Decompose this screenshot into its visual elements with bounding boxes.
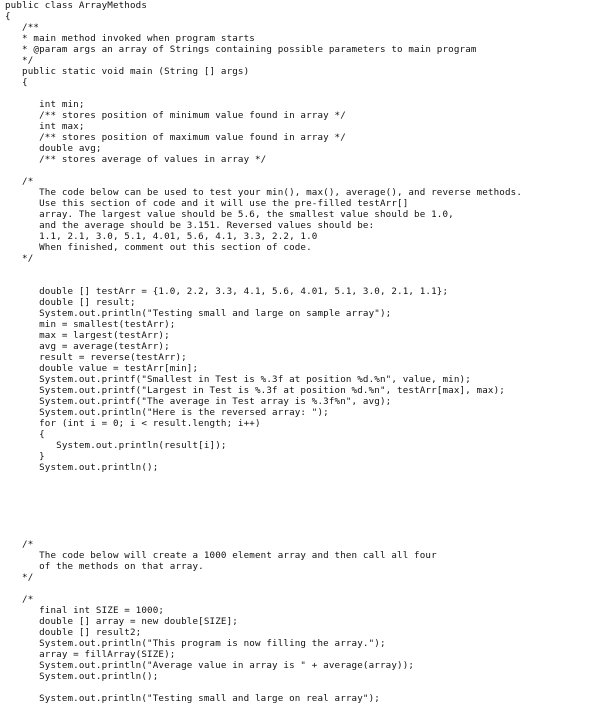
comment-line: */: [5, 253, 34, 264]
code-line: final int SIZE = 1000;: [5, 605, 165, 616]
blank-line: [5, 484, 605, 495]
code-listing: [5, 0, 605, 704]
code-line: System.out.println(result[i]);: [5, 440, 227, 451]
code-line: * @param args an array of Strings containing possible parameters to main program: [5, 44, 477, 55]
code-line: /** stores position of maximum value found in array */: [5, 132, 346, 143]
code-line: double [] testArr = {1.0, 2.2, 3.3, 4.1, 5.6, 4.01, 5.1, 3.0, 2.1, 1.1};: [5, 286, 449, 297]
code-line: result = reverse(testArr);: [5, 352, 187, 363]
comment-line: When finished, comment out this section of code.: [5, 242, 312, 253]
comment-line: 1.1, 2.1, 3.0, 5.1, 4.01, 5.6, 4.1, 3.3, 2.2, 1.0: [5, 231, 318, 242]
blank-line: [5, 88, 605, 99]
code-line: System.out.println("Average value in array is " + average(array));: [5, 660, 415, 671]
blank-line: [5, 495, 605, 506]
code-line: System.out.println("This program is now filling the array.");: [5, 638, 386, 649]
code-line: System.out.printf("Largest in Test is %.3f at position %d.%n", testArr[max], max);: [5, 385, 505, 396]
code-line: System.out.println("Here is the reversed array: ");: [5, 407, 329, 418]
blank-line: [5, 682, 605, 693]
comment-line: Use this section of code and it will use the pre-filled testArr[]: [5, 198, 409, 209]
code-line: {: [5, 11, 11, 22]
code-line: System.out.println();: [5, 671, 159, 682]
code-line: double [] result2;: [5, 627, 142, 638]
comment-line: The code below can be used to test your min(), max(), average(), and reverse methods.: [5, 187, 523, 198]
code-line: public static void main (String [] args): [5, 66, 250, 77]
blank-line: [5, 506, 605, 517]
comment-line: and the average should be 3.151. Reversed values should be:: [5, 220, 375, 231]
code-line: }: [5, 451, 45, 462]
comment-line: /*: [5, 176, 34, 187]
code-line: max = largest(testArr);: [5, 330, 170, 341]
code-line: avg = average(testArr);: [5, 341, 170, 352]
code-line: int max;: [5, 121, 85, 132]
code-line: */: [5, 55, 34, 66]
code-line: min = smallest(testArr);: [5, 319, 176, 330]
code-line: double value = testArr[min];: [5, 363, 199, 374]
blank-line: [5, 583, 605, 594]
code-line: System.out.println("Testing small and large on sample array");: [5, 308, 392, 319]
comment-line: The code below will create a 1000 element array and then call all four: [5, 550, 437, 561]
code-line: System.out.printf("Smallest in Test is %.3f at position %d.%n", value, min);: [5, 374, 471, 385]
blank-line: [5, 473, 605, 484]
code-line: public class ArrayMethods: [5, 0, 148, 11]
code-line: {: [5, 429, 45, 440]
code-line: int min;: [5, 99, 85, 110]
blank-line: [5, 275, 605, 286]
comment-line: array. The largest value should be 5.6, the smallest value should be 1.0,: [5, 209, 454, 220]
comment-line: /*: [5, 539, 34, 550]
comment-line: /*: [5, 594, 34, 605]
blank-line: [5, 264, 605, 275]
code-line: System.out.println("Testing small and large on real array");: [5, 693, 380, 704]
blank-line: [5, 165, 605, 176]
blank-line: [5, 528, 605, 539]
blank-line: [5, 517, 605, 528]
code-line: System.out.printf("The average in Test array is %.3f%n", avg);: [5, 396, 392, 407]
code-line: /** stores average of values in array */: [5, 154, 267, 165]
code-line: double [] result;: [5, 297, 136, 308]
comment-line: of the methods on that array.: [5, 561, 204, 572]
comment-line: */: [5, 572, 34, 583]
code-line: System.out.println();: [5, 462, 159, 473]
code-line: array = fillArray(SIZE);: [5, 649, 176, 660]
code-line: /** stores position of minimum value found in array */: [5, 110, 346, 121]
code-line: {: [5, 77, 28, 88]
code-line: double [] array = new double[SIZE];: [5, 616, 238, 627]
code-line: * main method invoked when program starts: [5, 33, 255, 44]
code-line: double avg;: [5, 143, 102, 154]
code-line: for (int i = 0; i < result.length; i++): [5, 418, 261, 429]
code-line: /**: [5, 22, 40, 33]
